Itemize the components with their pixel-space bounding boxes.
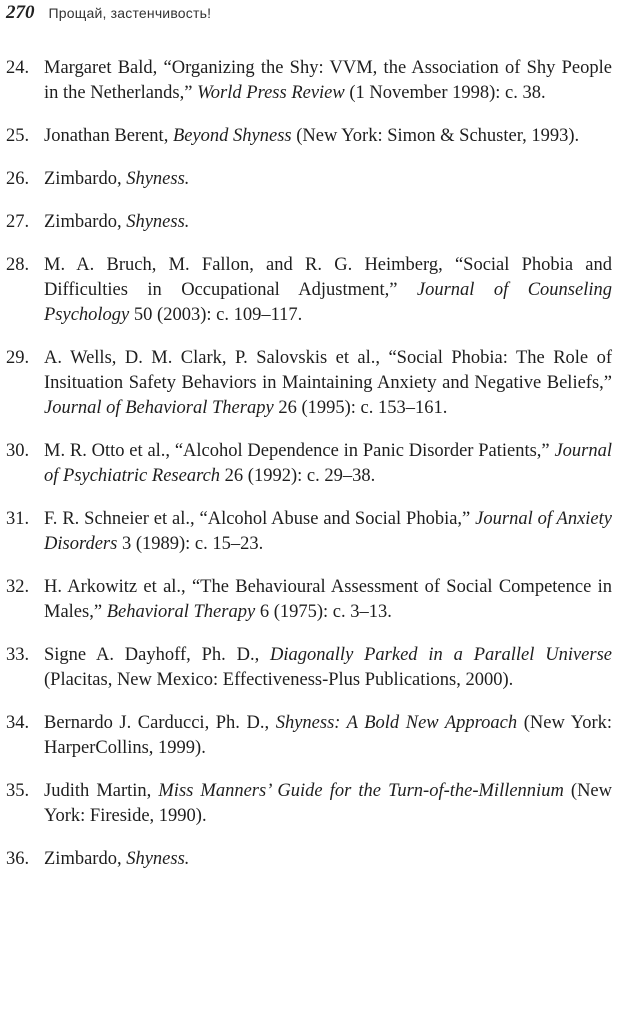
endnote-number: 28. — [6, 255, 30, 275]
endnote-number: 25. — [6, 126, 30, 146]
endnote-number: 34. — [6, 713, 30, 733]
endnote — [6, 643, 612, 693]
endnote-number: 35. — [6, 781, 30, 801]
endnote-text: Jonathan Berent, — [44, 126, 173, 146]
endnote-text: (1 November 1998): c. 38. — [344, 83, 546, 103]
endnote-title-italic: Shyness: A Bold New Approach — [275, 713, 518, 733]
endnote-number: 24. — [6, 58, 30, 78]
endnote — [6, 167, 612, 192]
endnote-title-italic: Shyness. — [126, 169, 190, 189]
endnote-text: M. A. Bruch, M. Fallon, and R. G. Heimberg, “Social Phobia and Difficulties in Occupational Adjustment,” — [44, 255, 612, 300]
endnote — [6, 507, 612, 557]
endnote-title-italic: Miss Manners’ Guide for the Turn-of-the-Millennium — [158, 781, 564, 801]
endnote — [6, 779, 612, 829]
endnote-title-italic: Journal of Anxiety Disorders — [44, 509, 612, 554]
endnote-text: 50 (2003): c. 109–117. — [129, 305, 303, 325]
endnote-text: (New York: Simon & Schuster, 1993). — [291, 126, 580, 146]
endnote-number: 27. — [6, 212, 30, 232]
endnote-title-italic: World Press Review — [197, 83, 345, 103]
endnote-number: 29. — [6, 348, 30, 368]
endnote — [6, 210, 612, 235]
endnote — [6, 439, 612, 489]
endnote-text: 26 (1995): c. 153–161. — [273, 398, 448, 418]
endnote-number: 33. — [6, 645, 30, 665]
running-title: Прощай, застенчивость! — [48, 5, 212, 21]
endnote-title-italic: Behavioral Therapy — [106, 602, 256, 622]
endnote-text: H. Arkowitz et al., “The Behavioural Assessment of Social Competence in Males,” — [44, 577, 612, 622]
endnote-text: Zimbardo, — [44, 212, 127, 232]
endnote-text: F. R. Schneier et al., “Alcohol Abuse and Social Phobia,” — [44, 509, 476, 529]
endnote-title-italic: Shyness. — [126, 212, 190, 232]
endnote-number: 30. — [6, 441, 30, 461]
endnote — [6, 711, 612, 761]
endnote — [6, 575, 612, 625]
endnote-text: (Placitas, New Mexico: Effectiveness-Plus Publications, 2000). — [44, 670, 514, 690]
endnote-text: Zimbardo, — [44, 849, 127, 869]
endnote — [6, 56, 612, 106]
endnote-text: Bernardo J. Carducci, Ph. D., — [44, 713, 276, 733]
endnote-text: A. Wells, D. M. Clark, P. Salovskis et al., “Social Phobia: The Role of Insituation Safety Behaviors in Maintaining Anxiety and Negative Beliefs,” — [44, 348, 612, 393]
endnote-text: Judith Martin, — [44, 781, 159, 801]
endnote-text: 26 (1992): c. 29–38. — [220, 466, 376, 486]
endnote-text: (New York: Fireside, 1990). — [44, 781, 612, 826]
endnote-title-italic: Shyness. — [126, 849, 190, 869]
endnotes-list — [6, 56, 612, 890]
endnote-text: 6 (1975): c. 3–13. — [255, 602, 392, 622]
endnote-number: 36. — [6, 849, 30, 869]
page-number: 270 — [6, 2, 35, 23]
endnote-title-italic: Journal of Behavioral Therapy — [44, 398, 274, 418]
endnote-title-italic: Diagonally Parked in a Parallel Universe — [270, 645, 612, 665]
endnote — [6, 847, 612, 872]
endnote-title-italic: Journal of Psychiatric Research — [44, 441, 612, 486]
endnote-text: Margaret Bald, “Organizing the Shy: VVM, the Association of Shy People in the Netherlands,” — [44, 58, 612, 103]
endnote — [6, 346, 612, 421]
endnote-text: Signe A. Dayhoff, Ph. D., — [44, 645, 271, 665]
endnote-number: 26. — [6, 169, 30, 189]
endnote-text: 3 (1989): c. 15–23. — [117, 534, 264, 554]
endnote-number: 32. — [6, 577, 30, 597]
endnote-title-italic: Journal of Counseling Psychology — [44, 280, 612, 325]
endnote — [6, 253, 612, 328]
endnote-text: Zimbardo, — [44, 169, 127, 189]
endnote-number: 31. — [6, 509, 30, 529]
endnote-text: M. R. Otto et al., “Alcohol Dependence in Panic Disorder Patients,” — [44, 441, 555, 461]
endnote-title-italic: Beyond Shyness — [172, 126, 292, 146]
page-header — [6, 2, 211, 26]
endnote-text: (New York: HarperCollins, 1999). — [44, 713, 612, 758]
endnote — [6, 124, 612, 149]
